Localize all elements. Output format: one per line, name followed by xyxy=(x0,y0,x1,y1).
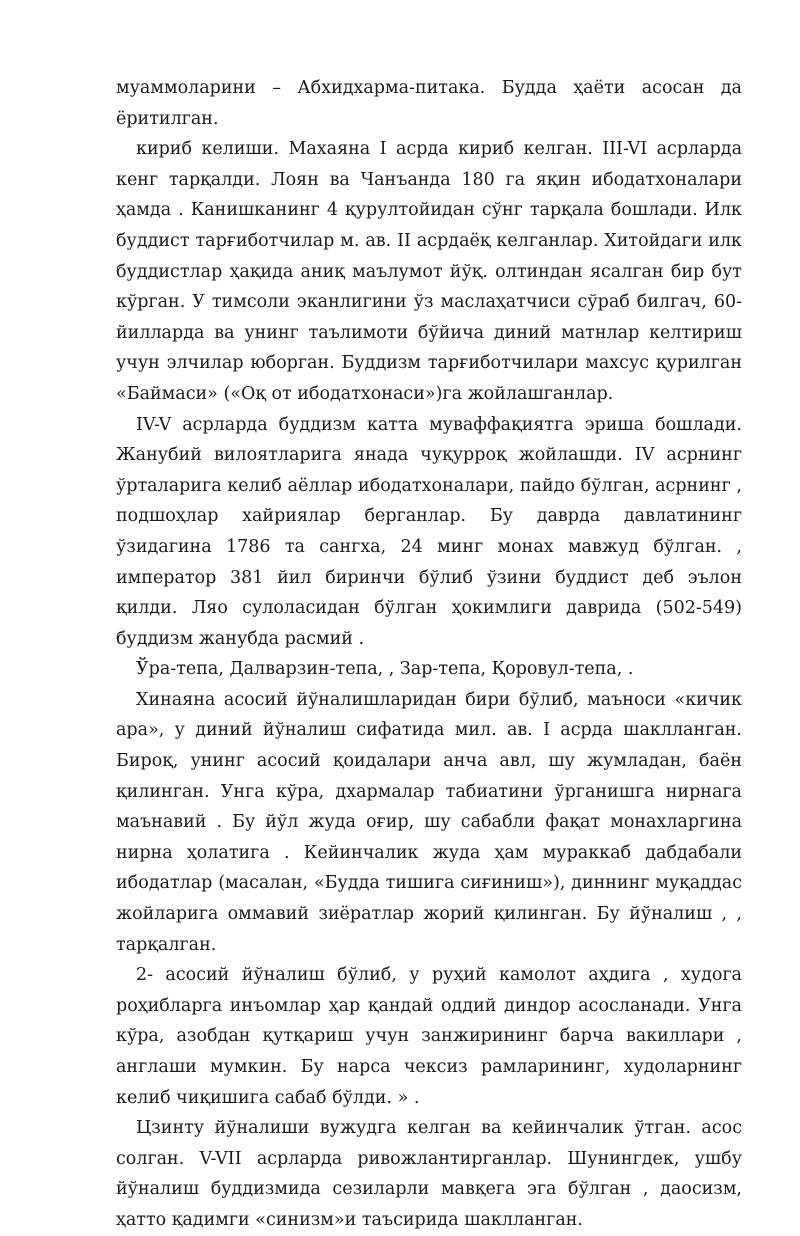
paragraph-continuation: муаммоларини – Абхидхарма-питака. Будда ҳаёти асосан да ёритилган. xyxy=(116,78,742,129)
paragraph-second-direction: 2- асосий йўналиш бўлиб, у руҳий камолот аҳдига , худога роҳибларга инъомлар ҳар қандай оддий диндор асосланади. Унга кўра, азобдан қутқариш учун занжирининг барча вакиллари , англаши мумкин. Бу нарса чексиз рамларининг, худоларнинг келиб чиқишига сабаб бўлди. » . xyxy=(116,965,742,1108)
paragraph-fourth-fifth-centuries: IV-V асрларда буддизм катта муваффақиятга эриша бошлади. Жанубий вилоятларига янада чуқурроқ жойлашди. IV асрнинг ўрталарига келиб аёллар ибодатхоналари, пайдо бўлган, асрнинг , подшоҳлар хайриялар берганлар. Бу даврда давлатининг ўзидагина 1786 та сангха, 24 минг монах мавжуд бўлган. , император 381 йил биринчи бўлиб ўзини буддист деб эълон қилди. Ляо сулоласидан бўлган ҳокимлиги даврида (502-549) буддизм жанубда расмий . xyxy=(116,414,742,649)
paragraph-jingtu: Цзинту йўналиши вужудга келган ва кейинчалик ўтган. асос солган. V-VII асрларда ривожлантирганлар. Шунингдек, ушбу йўналиш буддизмида сезиларли мавқега эга бўлган , даосизм, ҳатто қадимги «синизм»и таъсирида шаклланган. xyxy=(116,1118,742,1230)
paragraph-sites-list: Ўра-тепа, Далварзин-тепа, , Зар-тепа, Қоровул-тепа, . xyxy=(136,659,634,680)
paragraph-buddhism-arrival: кириб келиши. Махаяна I асрда кириб келган. III-VI асрларда кенг тарқалди. Лоян ва Чанъанда 180 га яқин ибодатхоналари ҳамда . Канишканинг 4 қурултойидан сўнг тарқала бошлади. Илк буддист тарғиботчилар м. ав. II асрдаёқ келганлар. Хитойдаги илк буддистлар ҳақида аниқ маълумот йўқ. олтиндан ясалган бир бут кўрган. У тимсоли эканлигини ўз маслаҳатчиси сўраб билгач, 60-йилларда ва унинг таълимоти бўйича диний матнлар келтириш учун элчилар юборган. Буддизм тарғиботчилари махсус қурилган «Баймаси» («Оқ от ибодатхонаси»)га жойлашганлар. xyxy=(116,139,742,404)
paragraph-hinayana: Хинаяна асосий йўналишларидан бири бўлиб, маъноси «кичик ара», у диний йўналиш сифатида мил. ав. I асрда шаклланган. Бироқ, унинг асосий қоидалари анча авл, шу жумладан, баён қилинган. Унга кўра, дхармалар табиатини ўрганишга нирнага маънавий . Бу йўл жуда оғир, шу сабабли фақат монахларгина нирна ҳолатига . Кейинчалик жуда ҳам мураккаб дабдабали ибодатлар (масалан, «Будда тишига сиғиниш»), диннинг муқаддас жойларига оммавий зиёратлар жорий қилинган. Бу йўналиш , , тарқалган. xyxy=(116,689,742,955)
